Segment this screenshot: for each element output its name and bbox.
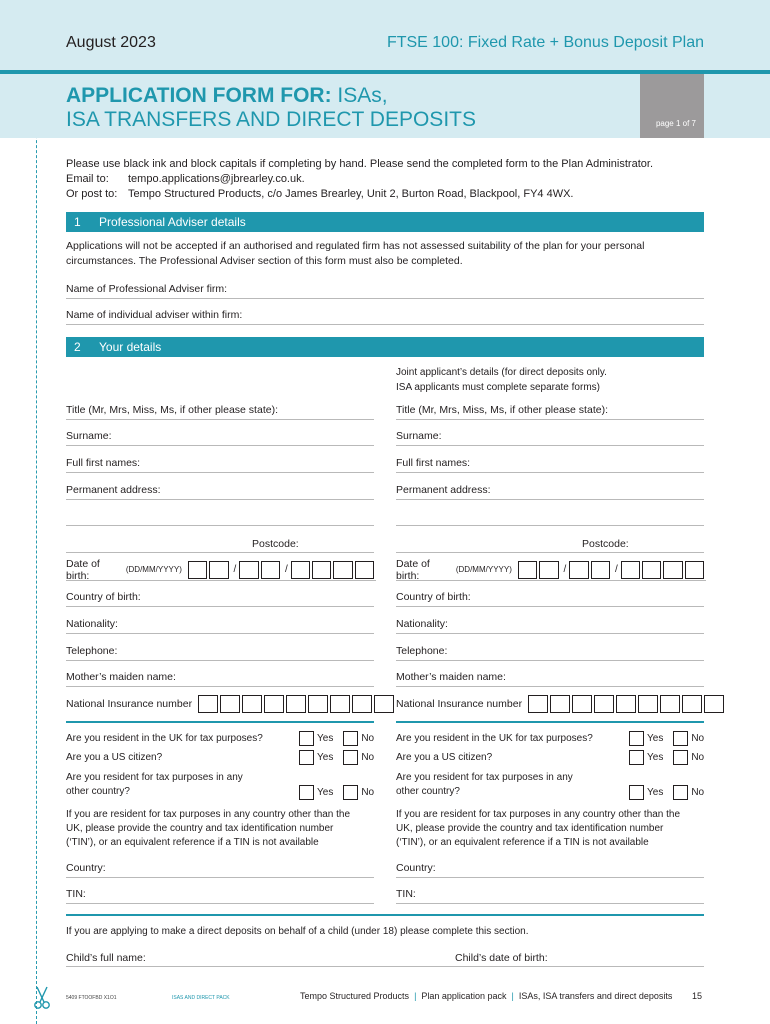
yes-label: Yes [647,787,664,798]
joint-surname-field[interactable]: Surname: [396,428,704,446]
section-2-number: 2 [74,340,81,354]
child-row-line [66,966,704,967]
telephone-field[interactable]: Telephone: [66,643,374,661]
joint-postcode-line[interactable] [396,552,704,553]
header-band [0,0,770,70]
footer-separator: | [414,991,417,1001]
dob-slash: / [233,564,237,575]
joint-ni-label: National Insurance number [396,698,523,710]
adviser-name-field[interactable]: Name of individual adviser within firm: [66,307,704,325]
section-1-title: Professional Adviser details [99,215,246,229]
title-field[interactable]: Title (Mr, Mrs, Miss, Ms, if other please state): [66,402,374,420]
joint-ni-box[interactable] [660,695,680,713]
joint-q-uk-resident: Are you resident in the UK for tax purposes? [396,733,593,744]
section-2-title: Your details [99,340,162,354]
joint-q-uk-resident-options [629,731,704,746]
joint-dob-year-box[interactable] [685,561,704,579]
email-label: Email to: [66,173,109,185]
intro-instructions [66,157,653,202]
child-section-divider [66,914,704,916]
footer-part-1: Plan application pack [421,991,507,1001]
section-1-number: 1 [74,215,81,229]
joint-address-line-2[interactable] [396,525,704,526]
header-date: August 2023 [66,34,156,51]
joint-dob-year-box[interactable] [621,561,640,579]
dob-day-box[interactable] [188,561,207,579]
no-checkbox[interactable] [343,785,358,800]
post-label: Or post to: [66,188,118,200]
footer-code: 5409 FTOOFBD X1O1 [66,995,117,1001]
joint-tin-note-line-1: If you are resident for tax purposes in any country other than the [396,809,681,820]
joint-ni-box[interactable] [682,695,702,713]
dob-year-box[interactable] [291,561,310,579]
joint-dob-month-box[interactable] [569,561,588,579]
dob-month-box[interactable] [239,561,258,579]
country-field[interactable]: Country: [66,860,374,878]
dob-format: (DD/MM/YYYY) [125,565,182,574]
yes-checkbox[interactable] [299,750,314,765]
joint-dob-year-box[interactable] [642,561,661,579]
joint-q-us-citizen: Are you a US citizen? [396,752,493,763]
section-1-note: Applications will not be accepted if an authorised and regulated firm has not assessed suitability of the plan for your personal circumstances. The Professional Adviser section of this form must also be completed. [66,240,645,267]
q-uk-resident-options [299,731,374,746]
joint-address-field[interactable]: Permanent address: [396,482,704,500]
maiden-name-field[interactable]: Mother’s maiden name: [66,669,374,687]
joint-country-field[interactable]: Country: [396,860,704,878]
form-title [66,84,388,108]
yes-label: Yes [317,733,334,744]
adviser-firm-field[interactable]: Name of Professional Adviser firm: [66,281,704,299]
joint-q-us-citizen-options [629,750,704,765]
page-indicator: page 1 of 7 [655,119,696,128]
joint-ni-box[interactable] [594,695,614,713]
ni-box[interactable] [264,695,284,713]
joint-ni-box[interactable] [572,695,592,713]
joint-dob-row [396,559,706,581]
address-field[interactable]: Permanent address: [66,482,374,500]
joint-ni-box[interactable] [528,695,548,713]
ni-box[interactable] [242,695,262,713]
joint-note-line-1: Joint applicant’s details (for direct deposits only. [396,367,607,378]
footer-page-number: 15 [692,991,703,1001]
child-dob-field[interactable]: Child’s date of birth: [455,952,548,964]
joint-dob-format: (DD/MM/YYYY) [455,565,512,574]
no-label: No [691,733,705,744]
yes-label: Yes [647,752,664,763]
joint-first-names-field[interactable]: Full first names: [396,455,704,473]
footer-text [300,991,672,1001]
section-2-header [66,337,704,357]
dob-day-box[interactable] [209,561,228,579]
q-other-country [66,771,243,799]
address-line-2[interactable] [66,525,374,526]
joint-ni-box[interactable] [550,695,570,713]
no-checkbox[interactable] [343,750,358,765]
tin-note-line-1: If you are resident for tax purposes in any country other than the [66,809,351,820]
joint-tin-field[interactable]: TIN: [396,886,704,904]
yes-checkbox[interactable] [629,785,644,800]
no-checkbox[interactable] [673,785,688,800]
joint-applicant-note [396,365,706,395]
plan-name: FTSE 100: Fixed Rate + Bonus Deposit Plan [386,34,704,51]
intro-line: Please use black ink and block capitals if completing by hand. Please send the completed form to the Plan Administrator. [66,158,653,170]
left-divider [66,721,374,723]
dob-year-box[interactable] [312,561,331,579]
yes-checkbox[interactable] [629,750,644,765]
joint-country-of-birth-field[interactable]: Country of birth: [396,589,704,607]
no-checkbox[interactable] [673,750,688,765]
q-us-citizen-options [299,750,374,765]
dob-slash: / [284,564,288,575]
footer-part-2: ISAs, ISA transfers and direct deposits [518,991,673,1001]
yes-label: Yes [317,752,334,763]
footer-separator: | [511,991,514,1001]
joint-dob-month-box[interactable] [591,561,610,579]
no-checkbox[interactable] [673,731,688,746]
joint-ni-box[interactable] [616,695,636,713]
ni-row [66,695,396,713]
ni-box[interactable] [220,695,240,713]
joint-tin-note [396,808,706,850]
tin-note [66,808,376,850]
right-divider [396,721,704,723]
ni-box[interactable] [286,695,306,713]
joint-telephone-field[interactable]: Telephone: [396,643,704,661]
joint-title-field[interactable]: Title (Mr, Mrs, Miss, Ms, if other please state): [396,402,704,420]
no-label: No [361,787,375,798]
postal-address: Tempo Structured Products, c/o James Brearley, Unit 2, Burton Road, Blackpool, FY4 4WX. [128,188,574,200]
yes-label: Yes [647,733,664,744]
no-checkbox[interactable] [343,731,358,746]
nationality-field[interactable]: Nationality: [66,616,374,634]
joint-tin-note-line-3: (‘TIN’), or an equivalent reference if a TIN is not available [396,837,649,848]
joint-tin-note-line-2: UK, please provide the country and tax identification number [396,823,664,834]
joint-postcode-label: Postcode: [582,538,629,550]
joint-ni-box[interactable] [638,695,658,713]
tin-field[interactable]: TIN: [66,886,374,904]
yes-checkbox[interactable] [299,785,314,800]
no-label: No [361,733,375,744]
scissors-icon [33,985,51,1011]
section-1-header [66,212,704,232]
yes-label: Yes [317,787,334,798]
no-label: No [691,787,705,798]
ni-box[interactable] [330,695,350,713]
postcode-line[interactable] [66,552,374,553]
no-label: No [361,752,375,763]
no-label: No [691,752,705,763]
joint-dob-day-box[interactable] [539,561,558,579]
child-name-field[interactable]: Child’s full name: [66,952,146,964]
postcode-label: Postcode: [252,538,299,550]
tin-note-line-3: (‘TIN’), or an equivalent reference if a TIN is not available [66,837,319,848]
joint-q-other-country [396,771,573,799]
q-other-line-2: other country? [66,786,130,797]
joint-dob-year-box[interactable] [663,561,682,579]
first-names-field[interactable]: Full first names: [66,455,374,473]
form-title-rest: ISAs, [331,84,388,107]
joint-q-other-country-options [629,785,704,800]
joint-maiden-name-field[interactable]: Mother’s maiden name: [396,669,704,687]
dob-year-box[interactable] [355,561,374,579]
form-title-bold: APPLICATION FORM FOR: [66,84,332,107]
ni-box[interactable] [374,695,394,713]
q-other-country-options [299,785,374,800]
tin-note-line-2: UK, please provide the country and tax identification number [66,823,334,834]
dob-row [66,559,376,581]
joint-dob-slash: / [614,564,618,575]
joint-q-other-line-2: other country? [396,786,460,797]
joint-dob-slash: / [563,564,567,575]
joint-nationality-field[interactable]: Nationality: [396,616,704,634]
email-address[interactable]: tempo.applications@jbrearley.co.uk. [128,173,305,185]
footer-pack: ISAS AND DIRECT PACK [172,995,230,1001]
ni-label: National Insurance number [66,698,193,710]
joint-note-line-2: ISA applicants must complete separate forms) [396,382,600,393]
surname-field[interactable]: Surname: [66,428,374,446]
dob-year-box[interactable] [333,561,352,579]
child-note: If you are applying to make a direct deposits on behalf of a child (under 18) please complete this section. [66,926,529,937]
q-other-line-1: Are you resident for tax purposes in any [66,772,243,783]
ni-box[interactable] [308,695,328,713]
form-title-line2: ISA TRANSFERS AND DIRECT DEPOSITS [66,108,476,131]
joint-ni-box[interactable] [704,695,724,713]
q-uk-resident: Are you resident in the UK for tax purposes? [66,733,263,744]
joint-dob-day-box[interactable] [518,561,537,579]
q-us-citizen: Are you a US citizen? [66,752,163,763]
yes-checkbox[interactable] [629,731,644,746]
yes-checkbox[interactable] [299,731,314,746]
page-indicator-box [640,74,704,138]
country-of-birth-field[interactable]: Country of birth: [66,589,374,607]
dob-label: Date of birth: [66,557,100,582]
joint-q-other-line-1: Are you resident for tax purposes in any [396,772,573,783]
ni-box[interactable] [352,695,372,713]
joint-ni-row [396,695,726,713]
dob-month-box[interactable] [261,561,280,579]
footer-company: Tempo Structured Products [300,991,410,1001]
joint-dob-label: Date of birth: [396,557,430,582]
ni-box[interactable] [198,695,218,713]
cut-line [36,0,37,1024]
